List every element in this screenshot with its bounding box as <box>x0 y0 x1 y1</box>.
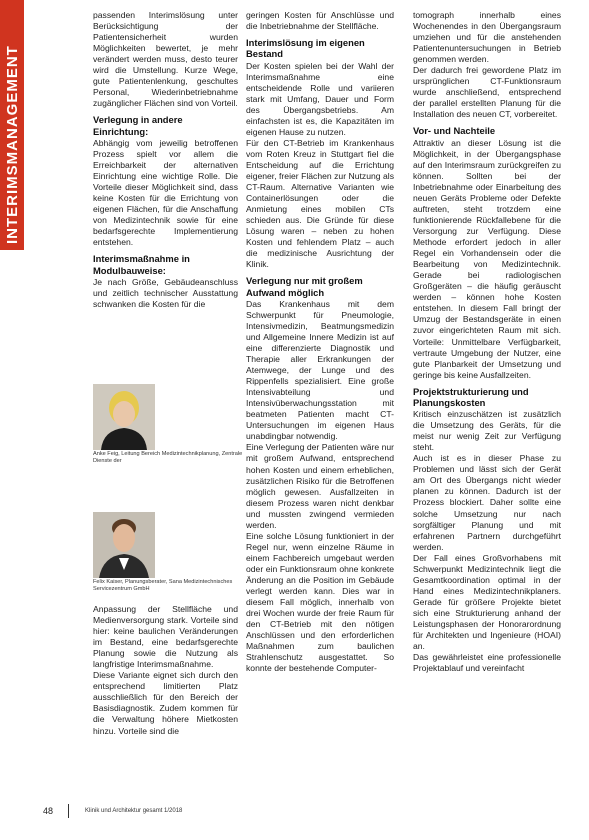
article-column-2 <box>246 10 394 674</box>
paragraph: Das gewährleistet eine professionelle Projektablauf und vereinfacht <box>413 652 561 674</box>
paragraph: tomograph innerhalb eines Wochenendes in den Übergangsraum umziehen und für die anstehenden Patientenuntersuchungen in Betrieb genommen werden. <box>413 10 561 65</box>
subheading: Vor- und Nachteile <box>413 125 496 137</box>
page-number: 48 <box>43 806 54 816</box>
footer-divider <box>68 804 69 818</box>
magazine-name: Klinik und Architektur gesamt 1/2018 <box>85 808 183 814</box>
paragraph: Das Krankenhaus mit dem Schwerpunkt für Pneumologie, Intensivmedizin, Beatmungsmedizin und Allgemeine Innere Medizin ist auf eine differenzierte Diagnostik und Therapie aller Erkrankungen der Atemwege, der Lunge und des Rippenfells spezialisiert. Eine große Intensivabteilung und Intensivüberwachungsstation mit beatmeten Patienten macht CT-Untersuchungen im eigenen Haus unabdingbar notwendig. <box>246 298 394 442</box>
photo-caption: Felix Kaiser, Planungsberater, Sana Medizintechnisches Servicezentrum GmbH <box>93 579 233 592</box>
section-title: INTERIMSMANAGEMENT <box>4 45 21 244</box>
subheading: Interimsmaßnahme in Modulbauweise: <box>93 253 190 276</box>
portrait-photo-felix-kaiser <box>93 512 155 578</box>
subheading: Interimslösung im eigenen Bestand <box>246 37 365 60</box>
article-column-1 <box>93 10 238 310</box>
paragraph: Für den CT-Betrieb im Krankenhaus vom Roten Kreuz in Stuttgart fiel die Entscheidung auf die Errichtung eigener, freier Flächen zur Nutzung als CT-Raum. Alternative Varianten wie Containerlösungen oder die Anmietung eines mobilen CTs schieden aus. Die Gründe für diese Lösung waren – neben zu hohen Kosten und fehlendem Platz – auch die medizinische Ausrichtung der Klinik. <box>246 137 394 270</box>
paragraph: Eine solche Lösung funktioniert in der Regel nur, wenn einzelne Räume in einem Fachbereich umgebaut werden oder ein Funktionsraum ohne konkrete Änderung an die Position im Gebäude verlegt werden kann. Dies war in diesem Fall möglich, innerhalb von drei Wochen wurde der freie Raum für den CT-Betrieb mit den nötigen Anschlüssen und den erforderlichen Maßnahmen zum baulichen Strahlenschutz ausgestattet. So konnte der bestehende Computer- <box>246 530 394 674</box>
portrait-photo-anke-feig <box>93 384 155 450</box>
paragraph: passenden Interimslösung unter Berücksichtigung der Patientensicherheit wurden Möglichkeiten bewertet, je mehr verändert werden muss, desto teurer wird die Umstellung. Kurze Wege, gute Patientenlenkung, geschultes Personal, Wiederinbetriebnahme zugänglicher Flächen sind von Vorteil. <box>93 10 238 109</box>
paragraph: Der Kosten spielen bei der Wahl der Interimsmaßnahme eine entscheidende Rolle und variieren stark mit Umfang, Dauer und Form des Übergangsbetriebs. Am einfachsten ist es, die Kapazitäten im eigenen Hause zu nutzen. <box>246 60 394 137</box>
paragraph: Eine Verlegung der Patienten wäre nur mit großem Aufwand, entsprechend hohen Kosten und einem erheblichen, zusätzlichen Risiko für die Betroffenen möglich gewesen. Ausfallzeiten in diesem Prozess waren nicht denkbar und mussten zwingend vermieden werden. <box>246 442 394 530</box>
photo-caption: Anke Feig, Leitung Bereich Medizintechnikplanung, Zentrale Dienste der <box>93 451 243 464</box>
paragraph: Der Fall eines Großvorhabens mit Schwerpunkt Medizintechnik liegt die Gesamtkoordination optimal in der Hand eines Medizintechnikplaners. Gerade für größere Projekte bietet sich eine Strukturierung anhand der Leistungsphasen der Honorarordnung für Architekten und Ingenieure (HOAI) an. <box>413 552 561 652</box>
paragraph: Je nach Größe, Gebäudeanschluss und zeitlich technischer Ausstattung schwanken die Kosten für die <box>93 276 238 309</box>
subheading: Projektstrukturierung und Planungskosten <box>413 385 529 408</box>
paragraph: Auch ist es in dieser Phase zu Problemen und lässt sich der Gerät am Ort des Übergangs nicht wieder planen zu können. Dadurch ist der Prozess blockiert. Daher sollte eine solche Umsetzung nur nach sorgfältiger Planung und mit erfahrenen Partnern durchgeführt werden. <box>413 453 561 552</box>
article-column-1-bottom <box>93 604 238 737</box>
paragraph: Attraktiv an dieser Lösung ist die Möglichkeit, in der Übergangsphase auf den Interimsraum zurückgreifen zu können. Sollten bei der Inbetriebnahme oder Einarbeitung des neuen Geräts Probleme oder Defekte auftreten, steht trotzdem eine funktionierende Rückfallebene für die Versorgung zur Verfügung. Diese Methode erfordert jedoch in aller Regel ein Vorhandensein oder die Bearbeitung von Medizintechnik. Gerade bei radiologischen Großgeräten – die häufig geräuscht werden – können hohe Kosten entstehen. In diesem Fall bringt der Umzug der Bestandsgeräte in einen zuvor eingerichteten Raum mit sich. Vorteile: Unmittelbare Verfügbarkeit, vertraute Umgebung der Nutzer, eine gute Planbarkeit der Umsetzung und geringe bis keine Ausfallzeiten. <box>413 137 561 380</box>
paragraph: Der dadurch frei gewordene Platz im ursprünglichen CT-Funktionsraum wurde anschließend, entsprechend der parallel erstellten Planung für die Installation des neuen CT, vorbereitet. <box>413 65 561 120</box>
paragraph: Kritisch einzuschätzen ist zusätzlich die Umsetzung des Geräts, für die meist nur wenig Zeit zur Verfügung steht. <box>413 409 561 453</box>
article-column-3 <box>413 10 561 674</box>
paragraph: Abhängig vom jeweilig betroffenen Prozess spielt vor allem die Erreichbarkeit der alternativen Einrichtung eine wichtige Rolle. Die Vorteile dieser Möglichkeit sind, dass keine Kosten für die Errichtung von eigenen Flächen, für die Anschaffung von Medizintechnik sowie für eine bedarfsgerechte Implementierung entstehen. <box>93 137 238 248</box>
section-sidebar <box>0 0 24 840</box>
subheading: Verlegung nur mit großem Aufwand möglich <box>246 275 363 298</box>
subheading: Verlegung in andere Einrichtung: <box>93 114 183 137</box>
paragraph: Anpassung der Stellfläche und Medienversorgung stark. Vorteile sind hier: keine baulichen Veränderungen im Bestand, eine bedarfsgerechte Planung sowie die Nutzung als langfristige Interimsmaßnahme. <box>93 604 238 670</box>
paragraph: geringen Kosten für Anschlüsse und die Inbetriebnahme der Stellfläche. <box>246 10 394 32</box>
paragraph: Diese Variante eignet sich durch den entsprechend limitierten Platz ausschließlich für den Bereich der Basisdiagnostik. Zudem kommen für die Verwaltung höhere Mietkosten hinzu. Vorteile sind die <box>93 670 238 736</box>
